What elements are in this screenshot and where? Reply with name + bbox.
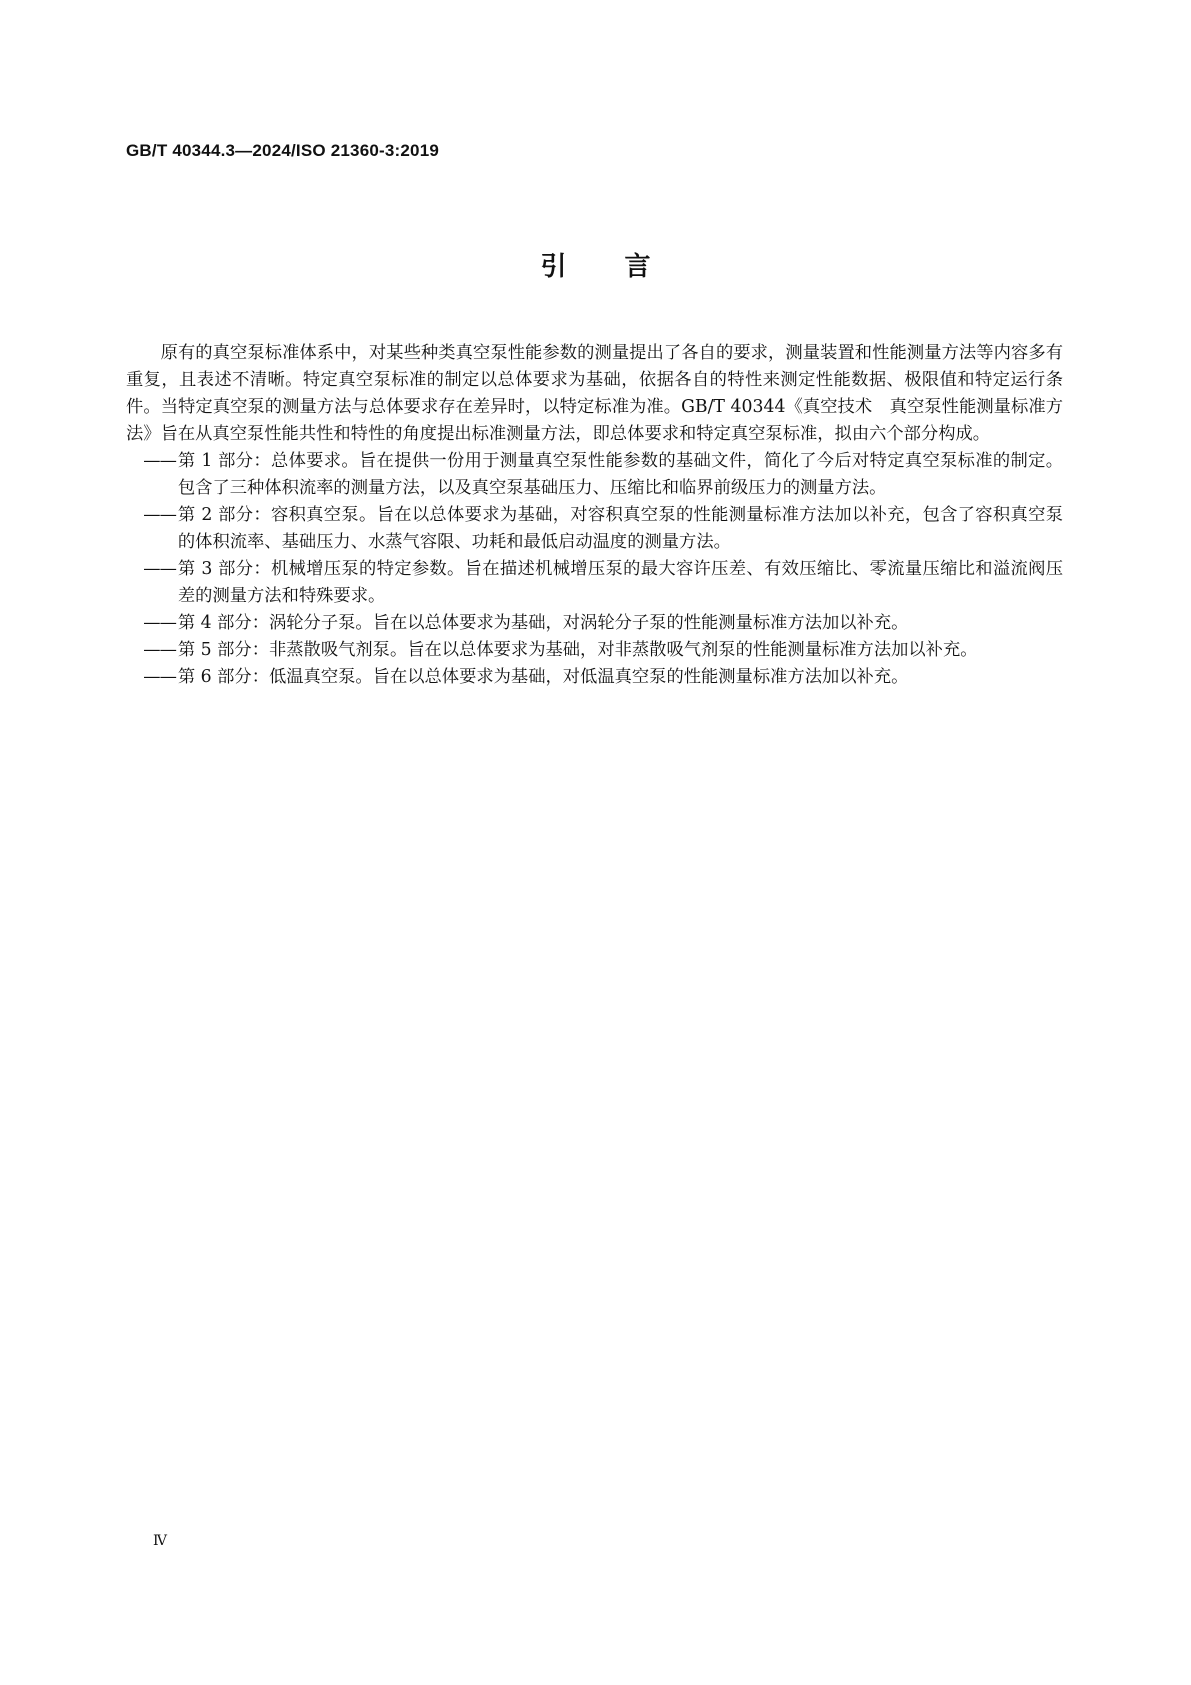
list-item-text: 第 1 部分：总体要求。旨在提供一份用于测量真空泵性能参数的基础文件，简化了今后对特定真空泵标准的制定。包含了三种体积流率的测量方法，以及真空泵基础压力、压缩比和临界前级压力的测量方法。 [177,451,1063,498]
standard-number-header: GB/T 40344.3—2024/ISO 21360-3:2019 [126,141,439,160]
list-item-part-5 [126,637,1063,664]
page-number: Ⅳ [153,1533,167,1549]
parts-list [126,448,1063,691]
dash-marker: —— [143,451,176,471]
dash-marker: —— [143,667,176,687]
document-body [126,340,1063,691]
list-item-text: 第 3 部分：机械增压泵的特定参数。旨在描述机械增压泵的最大容许压差、有效压缩比、零流量压缩比和溢流阀压差的测量方法和特殊要求。 [177,559,1063,606]
list-item-text: 第 4 部分：涡轮分子泵。旨在以总体要求为基础，对涡轮分子泵的性能测量标准方法加以补充。 [177,613,909,633]
dash-marker: —— [143,613,176,633]
dash-marker: —— [143,559,176,579]
list-item-part-1 [126,448,1063,502]
list-item-text: 第 5 部分：非蒸散吸气剂泵。旨在以总体要求为基础，对非蒸散吸气剂泵的性能测量标准方法加以补充。 [177,640,978,660]
list-item-part-6 [126,664,1063,691]
list-item-part-4 [126,610,1063,637]
list-item-text: 第 2 部分：容积真空泵。旨在以总体要求为基础，对容积真空泵的性能测量标准方法加以补充，包含了容积真空泵的体积流率、基础压力、水蒸气容限、功耗和最低启动温度的测量方法。 [177,505,1063,552]
list-item-text: 第 6 部分：低温真空泵。旨在以总体要求为基础，对低温真空泵的性能测量标准方法加以补充。 [177,667,909,687]
dash-marker: —— [143,505,176,525]
dash-marker: —— [143,640,176,660]
list-item-part-2 [126,502,1063,556]
section-title: 引言 [540,252,709,282]
list-item-part-3 [126,556,1063,610]
intro-paragraph: 原有的真空泵标准体系中，对某些种类真空泵性能参数的测量提出了各自的要求，测量装置和性能测量方法等内容多有重复，且表述不清晰。特定真空泵标准的制定以总体要求为基础，依据各自的特性来测定性能数据、极限值和特定运行条件。当特定真空泵的测量方法与总体要求存在差异时，以特定标准为准。GB/T 40344《真空技术 真空泵性能测量标准方法》旨在从真空泵性能共性和特性的角度提出标准测量方法，即总体要求和特定真空泵标准，拟由六个部分构成。 [126,343,1063,444]
